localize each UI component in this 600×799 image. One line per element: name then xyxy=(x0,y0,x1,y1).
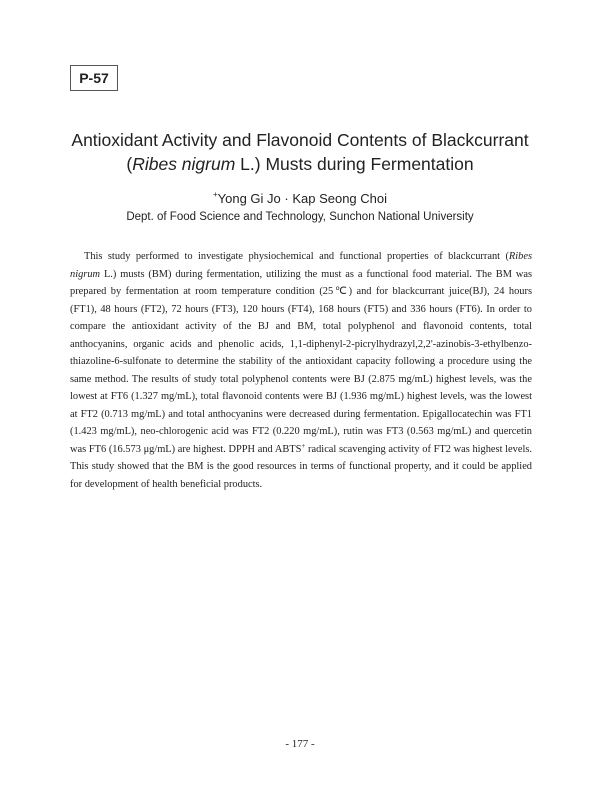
page-number: - 177 - xyxy=(285,738,315,750)
title-open-paren: ( xyxy=(126,154,133,174)
author-names: Yong Gi Jo · Kap Seong Choi xyxy=(217,191,388,206)
poster-code: P-57 xyxy=(79,70,109,86)
affiliation: Dept. of Food Science and Technology, Sunchon National University xyxy=(126,211,474,223)
abstract-part-2: L.) musts (BM) during fermentation, utilizing the must as a functional food material. The BM was prepared by fermentation at room temperature condition (25℃) and for blackcurrant juice(BJ), 24 hours (FT1), 48 hours (FT2), 72 hours (FT3), 120 hours (FT4), 168 hours (FT5) and 336 hours (FT6). In order to compare the antioxidant activity of the BJ and BM, total polyphenol and flavonoid contents, total anthocyanins, organic acids and phenolic acids, 1,1-diphenyl-2-picrylhydrazyl,2,2'-azinobis-3-ethylbenzo-thiazoline-6-sulfonate to determine the stability of the antioxidant capacity following a procedure using the same method. The results of study total polyphenol contents were BJ (2.875 mg/mL) highest levels, was the lowest at FT6 (1.327 mg/mL), total flavonoid contents were BJ (1.936 mg/mL) highest levels, was the lowest at FT2 (0.713 mg/mL) and total anthocyanins were decreased during fermentation. Epigallocatechin was FT1 (1.423 mg/mL), neo-chlorogenic acid was FT2 (0.220 mg/mL), rutin was FT3 (0.563 mg/mL) and quercetin was FT6 (16.573 μg/mL) are highest. DPPH and ABTS xyxy=(70,268,532,455)
authors xyxy=(0,190,600,206)
title-species: Ribes nigrum xyxy=(132,154,236,174)
title-line-1: Antioxidant Activity and Flavonoid Contents of Blackcurrant xyxy=(71,130,529,150)
title-line-2: L.) Musts during Fermentation xyxy=(235,154,474,174)
poster-code-badge xyxy=(70,65,118,91)
corresponding-author-marker: + xyxy=(212,190,218,199)
abts-superscript: + xyxy=(301,441,306,450)
abstract-species: Ribes nigrum xyxy=(70,251,532,280)
abstract-part-1: This study performed to investigate physiochemical and functional properties of blackcurrant ( xyxy=(84,251,509,262)
paper-title xyxy=(40,128,560,176)
abstract-part-3: radical scavenging activity of FT2 was highest levels. This study showed that the BM is the good resources in terms of functional property, and it could be applied for development of health beneficial products. xyxy=(70,443,532,490)
abstract xyxy=(70,248,532,493)
